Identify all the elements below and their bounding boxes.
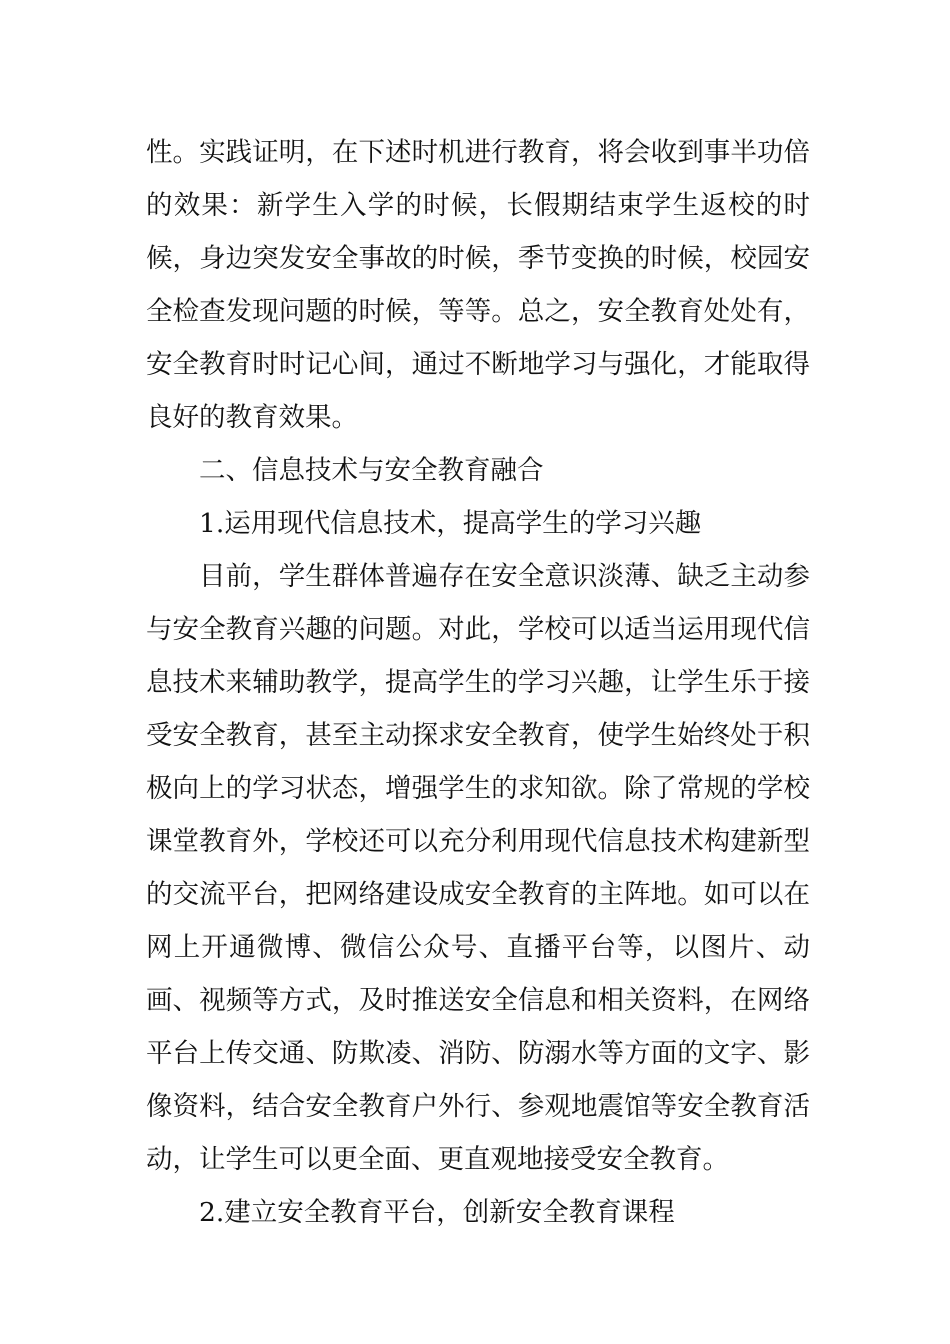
document-body bbox=[146, 126, 810, 1239]
section-heading-2: 二、信息技术与安全教育融合 bbox=[199, 455, 544, 486]
subsection-heading-1: 1.运用现代信息技术，提高学生的学习兴趣 bbox=[199, 508, 702, 539]
paragraph-continuation: 性。实践证明，在下述时机进行教育，将会收到事半功倍的效果：新学生入学的时候，长假期结束学生返校的时候，身边突发安全事故的时候，季节变换的时候，校园安全检查发现问题的时候，等等。总之，安全教育处处有，安全教育时时记心间，通过不断地学习与强化，才能取得良好的教育效果。 bbox=[146, 137, 810, 433]
subsection-heading-2: 2.建立安全教育平台，创新安全教育课程 bbox=[199, 1197, 675, 1228]
paragraph-body: 目前，学生群体普遍存在安全意识淡薄、缺乏主动参与安全教育兴趣的问题。对此，学校可以适当运用现代信息技术来辅助教学，提高学生的学习兴趣，让学生乐于接受安全教育，甚至主动探求安全教育，使学生始终处于积极向上的学习状态，增强学生的求知欲。除了常规的学校课堂教育外，学校还可以充分利用现代信息技术构建新型的交流平台，把网络建设成安全教育的主阵地。如可以在网上开通微博、微信公众号、直播平台等，以图片、动画、视频等方式，及时推送安全信息和相关资料，在网络平台上传交通、防欺凌、消防、防溺水等方面的文字、影像资料，结合安全教育户外行、参观地震馆等安全教育活动，让学生可以更全面、更直观地接受安全教育。 bbox=[146, 561, 810, 1175]
